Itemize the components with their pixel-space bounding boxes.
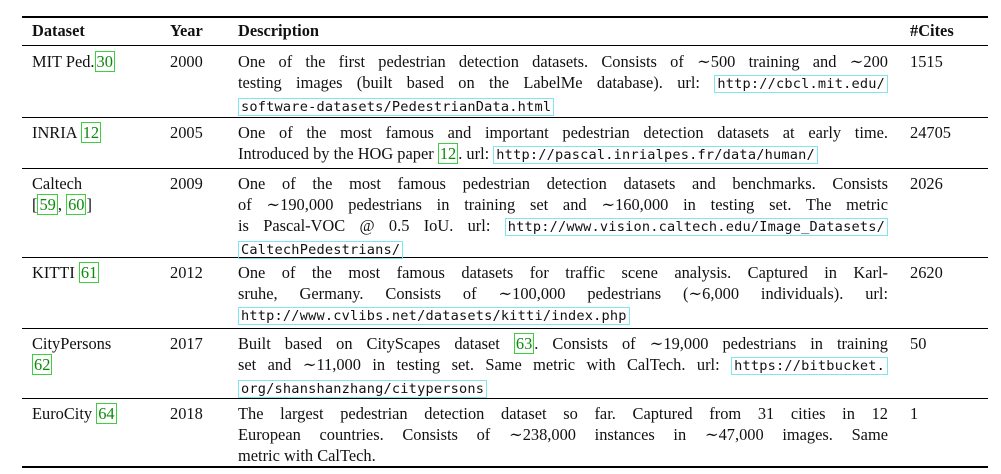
row-divider [22, 328, 988, 329]
table-row-description [238, 403, 888, 466]
table-header-rule [22, 45, 988, 46]
table-row-description [238, 262, 888, 327]
header-cites: #Cites [910, 21, 954, 40]
description-text: . Consists of ∼19,000 pedestrians in training [534, 334, 888, 353]
citation-link[interactable]: 12 [82, 123, 100, 142]
description-line [238, 215, 888, 238]
table-row-cites: 2026 [910, 174, 943, 193]
table-row-cites: 1 [910, 404, 919, 423]
description-text: Built based on CityScapes dataset [238, 334, 500, 353]
description-line [238, 95, 888, 118]
table-row-dataset [32, 262, 99, 283]
header-description: Description [238, 21, 320, 40]
table-row-description [238, 333, 888, 400]
description-line: of ∼190,000 pedestrians in training set and ∼160,000 in testing set. The metric [238, 195, 888, 214]
citation-link[interactable]: 61 [80, 263, 98, 282]
url-link[interactable]: software-datasets/PedestrianData.html [238, 98, 554, 116]
url-link[interactable]: https://bitbucket. [731, 357, 888, 375]
description-line: The largest pedestrian detection dataset so far. Captured from 31 cities in 12 [238, 404, 888, 423]
table-row-cites: 50 [910, 334, 927, 353]
description-text: . url: [458, 144, 490, 163]
table-row-year: 2017 [170, 334, 203, 353]
description-line [238, 304, 888, 327]
table-row-year: 2000 [170, 52, 203, 71]
table-row-dataset [32, 333, 111, 375]
row-divider [22, 168, 988, 169]
citation-link[interactable]: 64 [98, 404, 115, 423]
citation-link[interactable]: 30 [96, 52, 113, 71]
citation-link[interactable]: 60 [68, 195, 85, 214]
description-text: Introduced by the HOG paper [238, 144, 434, 163]
table-row-cites: 24705 [910, 123, 951, 142]
dataset-name: MIT Ped. [32, 52, 95, 71]
url-link[interactable]: CaltechPedestrians/ [238, 241, 403, 259]
table-row-description [238, 173, 888, 261]
table-row-year: 2012 [170, 263, 203, 282]
header-dataset: Dataset [32, 21, 85, 40]
dataset-name: KITTI [32, 263, 75, 282]
url-link[interactable]: http://cbcl.mit.edu/ [714, 75, 888, 93]
url-link[interactable]: http://www.cvlibs.net/datasets/kitti/index.php [238, 307, 630, 325]
description-line: metric with CalTech. [238, 446, 376, 465]
description-line: sruhe, Germany. Consists of ∼100,000 pedestrians (∼6,000 individuals). url: [238, 284, 888, 303]
description-line [238, 72, 888, 95]
description-line [238, 143, 888, 166]
description-line [238, 354, 888, 377]
description-text: set and ∼11,000 in testing set. Same metric with CalTech. url: [238, 355, 720, 374]
table-bottom-rule [22, 466, 988, 468]
dataset-name: CityPersons [32, 334, 112, 353]
citation-link[interactable]: 59 [39, 195, 56, 214]
table-row-year: 2005 [170, 123, 203, 142]
table-top-rule [22, 16, 988, 18]
description-text: is Pascal-VOC @ 0.5 IoU. url: [238, 216, 491, 235]
dataset-name: Caltech [32, 174, 83, 193]
description-line: European countries. Consists of ∼238,000 instances in ∼47,000 images. Same [238, 425, 888, 444]
table-row-year: 2009 [170, 174, 203, 193]
url-link[interactable]: http://pascal.inrialpes.fr/data/human/ [493, 146, 818, 164]
description-line [238, 333, 888, 354]
citation-link[interactable]: 12 [439, 144, 457, 163]
description-line: One of the most famous pedestrian detection datasets and benchmarks. Consists [238, 174, 888, 193]
url-link[interactable]: org/shanshanzhang/citypersons [238, 380, 487, 398]
header-year: Year [170, 21, 203, 40]
table-row-cites: 1515 [910, 52, 943, 71]
table-row-dataset [32, 51, 115, 72]
table-row-dataset [32, 122, 101, 143]
table-row-year: 2018 [170, 404, 203, 423]
description-line [238, 238, 888, 261]
table-row-description [238, 122, 888, 166]
table-row-dataset [32, 403, 117, 424]
dataset-name: INRIA [32, 123, 77, 142]
citation-link[interactable]: 62 [34, 355, 51, 374]
table-row-cites: 2620 [910, 263, 943, 282]
description-line: One of the most famous datasets for traffic scene analysis. Captured in Karl- [238, 263, 888, 282]
table-row-description [238, 51, 888, 118]
description-line [238, 377, 888, 400]
description-text: testing images (built based on the LabelMe database). url: [238, 73, 700, 92]
description-line: One of the most famous and important pedestrian detection datasets at early time. [238, 123, 888, 142]
dataset-name: EuroCity [32, 404, 93, 423]
url-link[interactable]: http://www.vision.caltech.edu/Image_Datasets/ [505, 218, 888, 236]
description-line: One of the first pedestrian detection datasets. Consists of ∼500 training and ∼200 [238, 52, 888, 71]
citation-link[interactable]: 63 [515, 334, 533, 353]
table-row-dataset: Caltech [ 59 , 60 ] [32, 174, 92, 214]
